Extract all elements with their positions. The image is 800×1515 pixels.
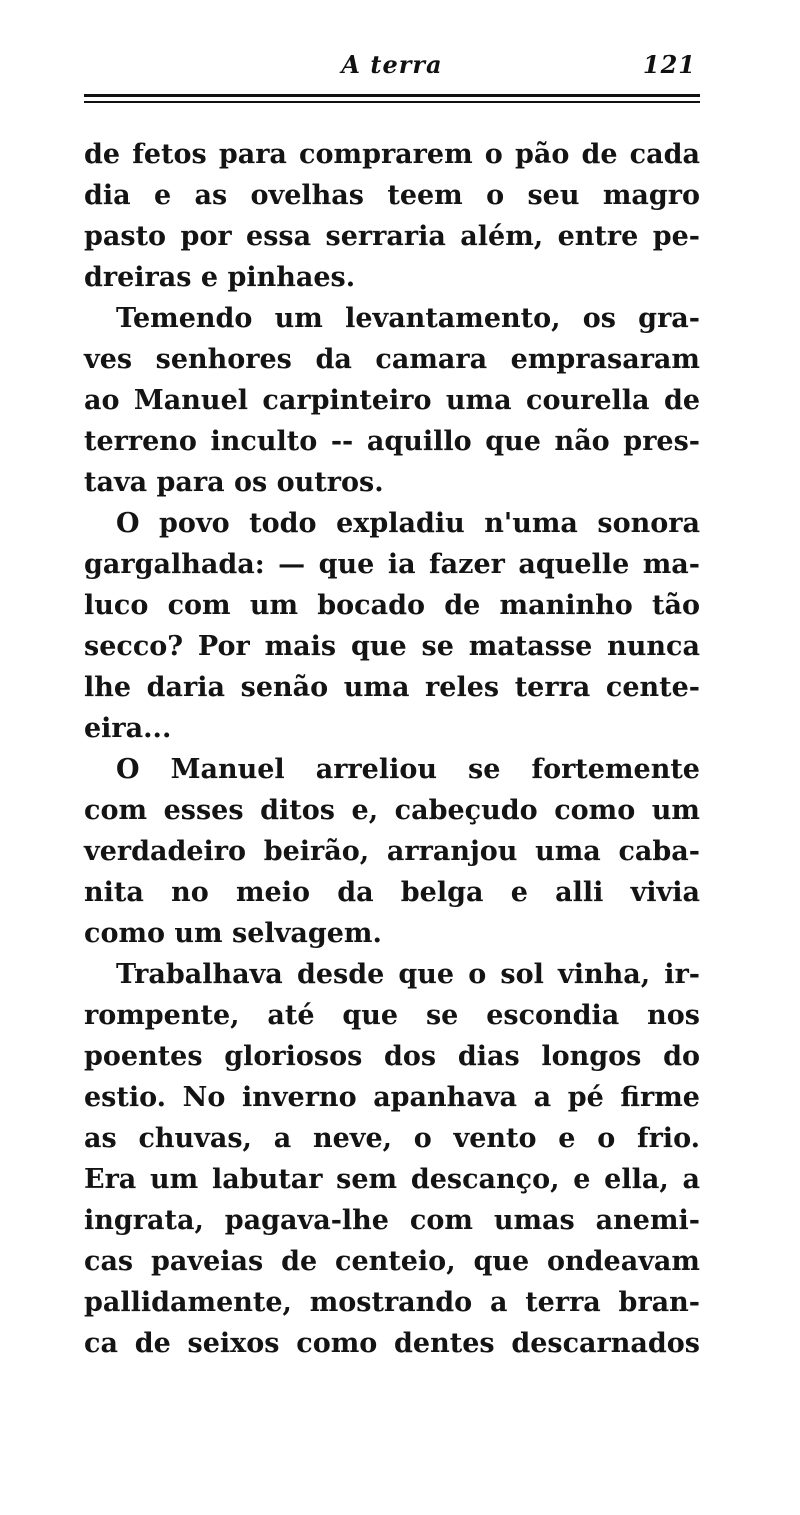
text-line: tava para os outros. (84, 467, 384, 498)
body-text (84, 134, 700, 1364)
text-line: ca de seixos como dentes descarnados (84, 1328, 700, 1359)
text-line: poentes gloriosos dos dias longos do (84, 1041, 700, 1072)
text-line: as chuvas, a neve, o vento e o frio. (84, 1123, 700, 1154)
text-line: Era um labutar sem descanço, e ella, a (84, 1164, 700, 1195)
text-line: luco com um bocado de maninho tão (84, 590, 700, 621)
text-line: nita no meio da belga e alli vivia (84, 877, 700, 908)
text-line: de fetos para comprarem o pão de cada (84, 139, 700, 170)
text-line: ves senhores da camara emprasaram (84, 344, 700, 375)
text-line: O Manuel arreliou se fortemente (116, 754, 700, 785)
text-line: dia e as ovelhas teem o seu magro (84, 180, 700, 211)
text-line: estio. No inverno apanhava a pé firme (84, 1082, 700, 1113)
text-line: eira... (84, 713, 172, 744)
text-line: dreiras e pinhaes. (84, 262, 356, 293)
text-line: Trabalhava desde que o sol vinha, ir- (116, 959, 700, 990)
header-rule-thin (84, 101, 700, 103)
text-line: gargalhada: — que ia fazer aquelle ma- (84, 549, 700, 580)
text-line: rompente, até que se escondia nos (84, 1000, 700, 1031)
text-line: ingrata, pagava-lhe com umas anemi- (84, 1205, 700, 1236)
text-line: lhe daria senão uma reles terra cente- (84, 672, 700, 703)
text-line: pasto por essa serraria além, entre pe- (84, 221, 700, 252)
header-rule-thick (84, 94, 700, 97)
text-line: cas paveias de centeio, que ondeavam (84, 1246, 700, 1277)
text-line: verdadeiro beirão, arranjou uma caba- (84, 836, 700, 867)
text-line: Temendo um levantamento, os gra- (116, 303, 700, 334)
text-line: secco? Por mais que se matasse nunca (84, 631, 700, 662)
running-head (84, 46, 700, 86)
running-title: A terra (341, 50, 443, 79)
text-line: O povo todo expladiu n'uma sonora (116, 508, 700, 539)
text-line: como um selvagem. (84, 918, 382, 949)
text-line: ao Manuel carpinteiro uma courella de (84, 385, 700, 416)
page-number: 121 (642, 50, 696, 79)
text-line: com esses ditos e, cabeçudo como um (84, 795, 700, 826)
text-line: terreno inculto -- aquillo que não pres- (84, 426, 700, 457)
text-line: pallidamente, mostrando a terra bran- (84, 1287, 700, 1318)
